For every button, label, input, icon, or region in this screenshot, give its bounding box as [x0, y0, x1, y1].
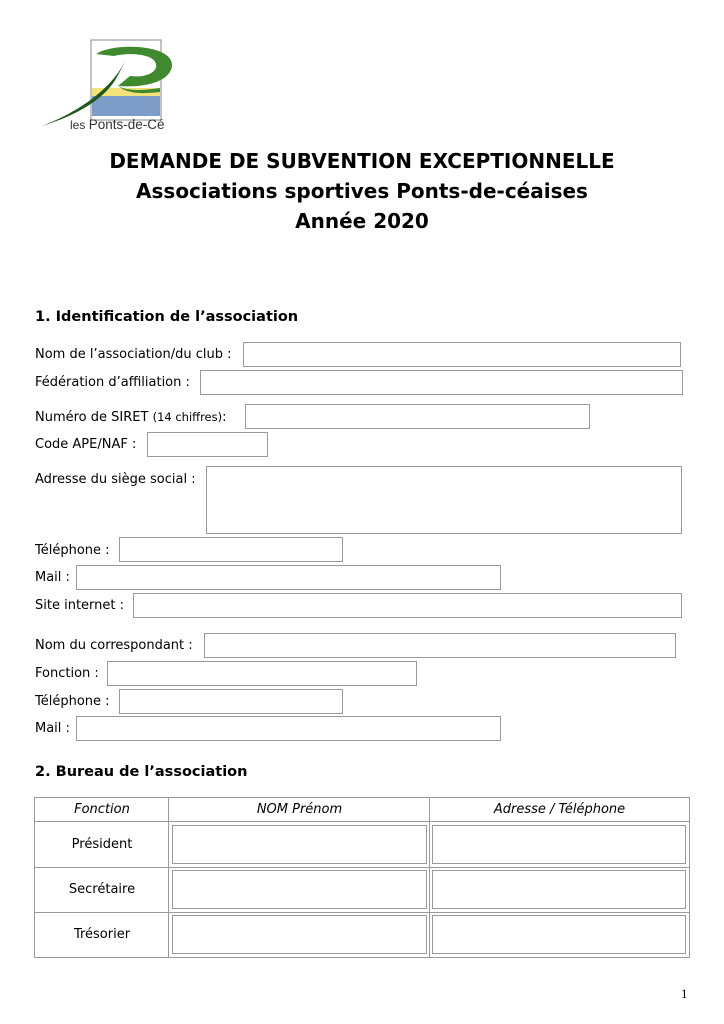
document-subtitle: Associations sportives Ponts-de-céaises: [136, 179, 588, 203]
president-adresse-field[interactable]: [432, 825, 686, 864]
adresse-label: Adresse du siège social :: [35, 472, 196, 487]
mail-correspondant-field[interactable]: [76, 716, 501, 741]
role-president: Président: [71, 837, 133, 852]
site-internet-field[interactable]: [133, 593, 682, 618]
column-header-nom-prenom: NOM Prénom: [256, 802, 343, 817]
adresse-field[interactable]: [206, 466, 682, 534]
nom-association-label: Nom de l’association/du club :: [35, 347, 232, 362]
siret-label-text: Numéro de SIRET: [35, 410, 149, 425]
nom-association-field[interactable]: [243, 342, 681, 367]
document-year: Année 2020: [295, 209, 429, 233]
secretaire-adresse-field[interactable]: [432, 870, 686, 909]
table-divider: [35, 912, 689, 913]
telephone-label: Téléphone :: [35, 543, 110, 558]
mail-label: Mail :: [35, 570, 70, 585]
fonction-label: Fonction :: [35, 666, 99, 681]
siret-label: [35, 410, 227, 425]
siret-colon: :: [222, 410, 227, 425]
table-divider: [35, 867, 689, 868]
fonction-field[interactable]: [107, 661, 417, 686]
site-internet-label: Site internet :: [35, 598, 125, 613]
president-nom-field[interactable]: [172, 825, 427, 864]
federation-field[interactable]: [200, 370, 683, 395]
mail-field[interactable]: [76, 565, 501, 590]
telephone-field[interactable]: [119, 537, 343, 562]
page-number: 1: [681, 986, 688, 1001]
role-secretaire: Secrétaire: [68, 882, 136, 897]
role-tresorier: Trésorier: [73, 927, 131, 942]
bureau-table: [34, 797, 690, 958]
tresorier-nom-field[interactable]: [172, 915, 427, 954]
table-divider: [35, 821, 689, 822]
code-ape-field[interactable]: [147, 432, 268, 457]
logo-prefix: les: [70, 118, 86, 132]
section-bureau-heading: 2. Bureau de l’association: [35, 764, 248, 780]
siret-hint: (14 chiffres): [152, 410, 223, 424]
correspondant-field[interactable]: [204, 633, 676, 658]
section-identification-heading: 1. Identification de l’association: [35, 309, 299, 325]
correspondant-label: Nom du correspondant :: [35, 638, 193, 653]
telephone-correspondant-field[interactable]: [119, 689, 343, 714]
telephone-correspondant-label: Téléphone :: [35, 694, 110, 709]
column-header-adresse-telephone: Adresse / Téléphone: [493, 802, 626, 817]
logo-wordmark: [70, 117, 164, 132]
mail-correspondant-label: Mail :: [35, 721, 70, 736]
federation-label: Fédération d’affiliation :: [35, 375, 190, 390]
column-header-fonction: Fonction: [74, 802, 130, 817]
siret-field[interactable]: [245, 404, 590, 429]
document-title: DEMANDE DE SUBVENTION EXCEPTIONNELLE: [109, 149, 615, 173]
tresorier-adresse-field[interactable]: [432, 915, 686, 954]
code-ape-label: Code APE/NAF :: [35, 437, 137, 452]
secretaire-nom-field[interactable]: [172, 870, 427, 909]
logo-name: Ponts-de-Cé: [88, 117, 165, 132]
